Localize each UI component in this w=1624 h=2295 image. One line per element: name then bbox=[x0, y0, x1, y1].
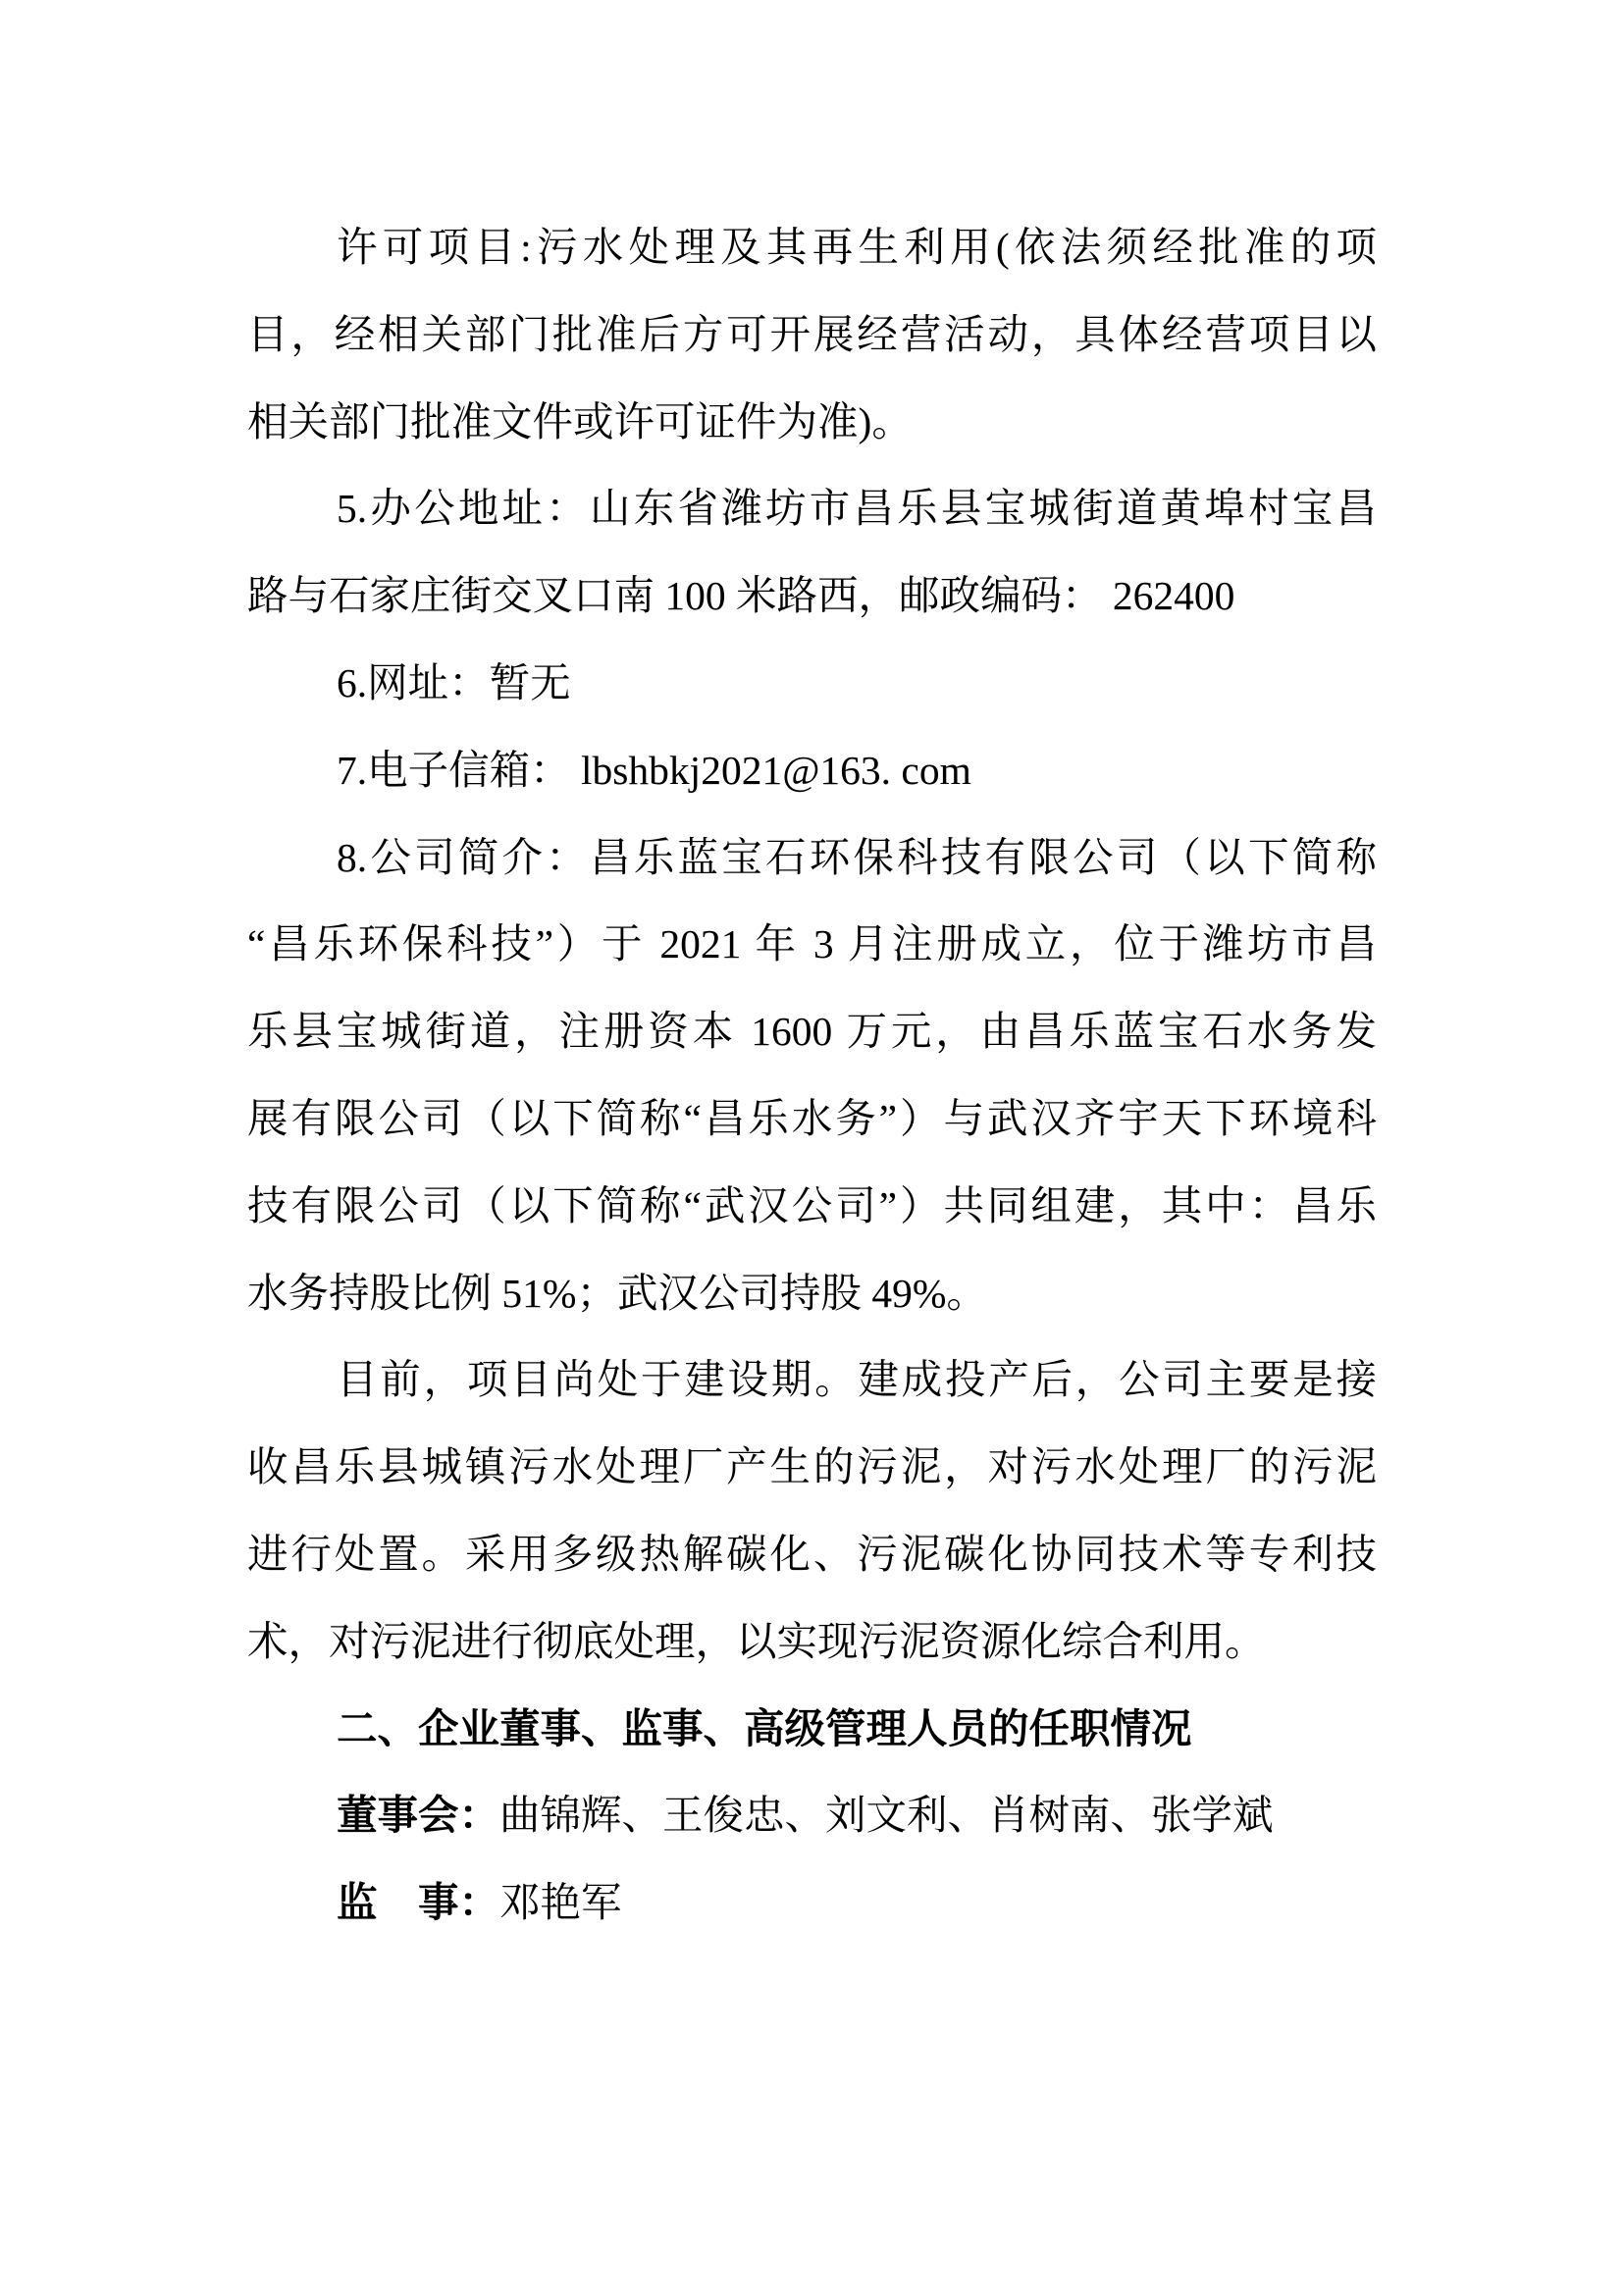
doc-line-company-intro-4: 展有限公司（以下简称“昌乐水务”）与武汉齐宇天下环境科 bbox=[247, 1095, 1377, 1141]
doc-line-website: 6.网址：暂无 bbox=[337, 659, 571, 705]
doc-line-office-address-2: 路与石家庄街交叉口南 100 米路西，邮政编码： 262400 bbox=[247, 573, 1235, 619]
doc-line-project-status-3: 进行处置。采用多级热解碳化、污泥碳化协同技术等专利技 bbox=[247, 1531, 1377, 1577]
section-heading-officers: 二、企业董事、监事、高级管理人员的任职情况 bbox=[337, 1705, 1192, 1751]
doc-line-company-intro-6: 水务持股比例 51%；武汉公司持股 49%。 bbox=[247, 1270, 987, 1316]
doc-line-permit-items-2: 目，经相关部门批准后方可开展经营活动，具体经营项目以 bbox=[247, 311, 1377, 357]
board-of-directors-names: 曲锦辉、王俊忠、刘文利、肖树南、张学斌 bbox=[499, 1793, 1274, 1839]
doc-line-permit-items-1: 许可项目:污水处理及其再生利用(依法须经批准的项 bbox=[337, 225, 1377, 270]
supervisor-name: 邓艳军 bbox=[499, 1880, 622, 1926]
doc-line-email: 7.电子信箱： lbshbkj2021@163. com bbox=[337, 747, 971, 793]
doc-line-permit-items-3: 相关部门批准文件或许可证件为准)。 bbox=[247, 398, 913, 444]
doc-line-company-intro-1: 8.公司简介：昌乐蓝宝石环保科技有限公司（以下简称 bbox=[337, 834, 1377, 880]
board-of-directors-label: 董事会： bbox=[337, 1793, 500, 1839]
doc-line-supervisor bbox=[247, 1859, 1377, 1947]
doc-line-company-intro-5: 技有限公司（以下简称“武汉公司”）共同组建，其中：昌乐 bbox=[247, 1182, 1377, 1228]
doc-line-project-status-4: 术，对污泥进行彻底处理，以实现污泥资源化综合利用。 bbox=[247, 1618, 1266, 1664]
supervisor-label: 监 事： bbox=[337, 1880, 500, 1926]
doc-line-board-of-directors bbox=[247, 1772, 1377, 1859]
doc-line-project-status-2: 收昌乐县城镇污水处理厂产生的污泥，对污水处理厂的污泥 bbox=[247, 1444, 1377, 1490]
doc-line-project-status-1: 目前，项目尚处于建设期。建成投产后，公司主要是接 bbox=[337, 1357, 1377, 1403]
doc-line-company-intro-2: “昌乐环保科技”）于 2021 年 3 月注册成立，位于潍坊市昌 bbox=[247, 921, 1377, 967]
doc-line-office-address-1: 5.办公地址：山东省潍坊市昌乐县宝城街道黄埠村宝昌 bbox=[337, 486, 1377, 532]
document-body bbox=[247, 204, 1377, 1947]
doc-line-company-intro-3: 乐县宝城街道，注册资本 1600 万元，由昌乐蓝宝石水务发 bbox=[247, 1009, 1377, 1055]
